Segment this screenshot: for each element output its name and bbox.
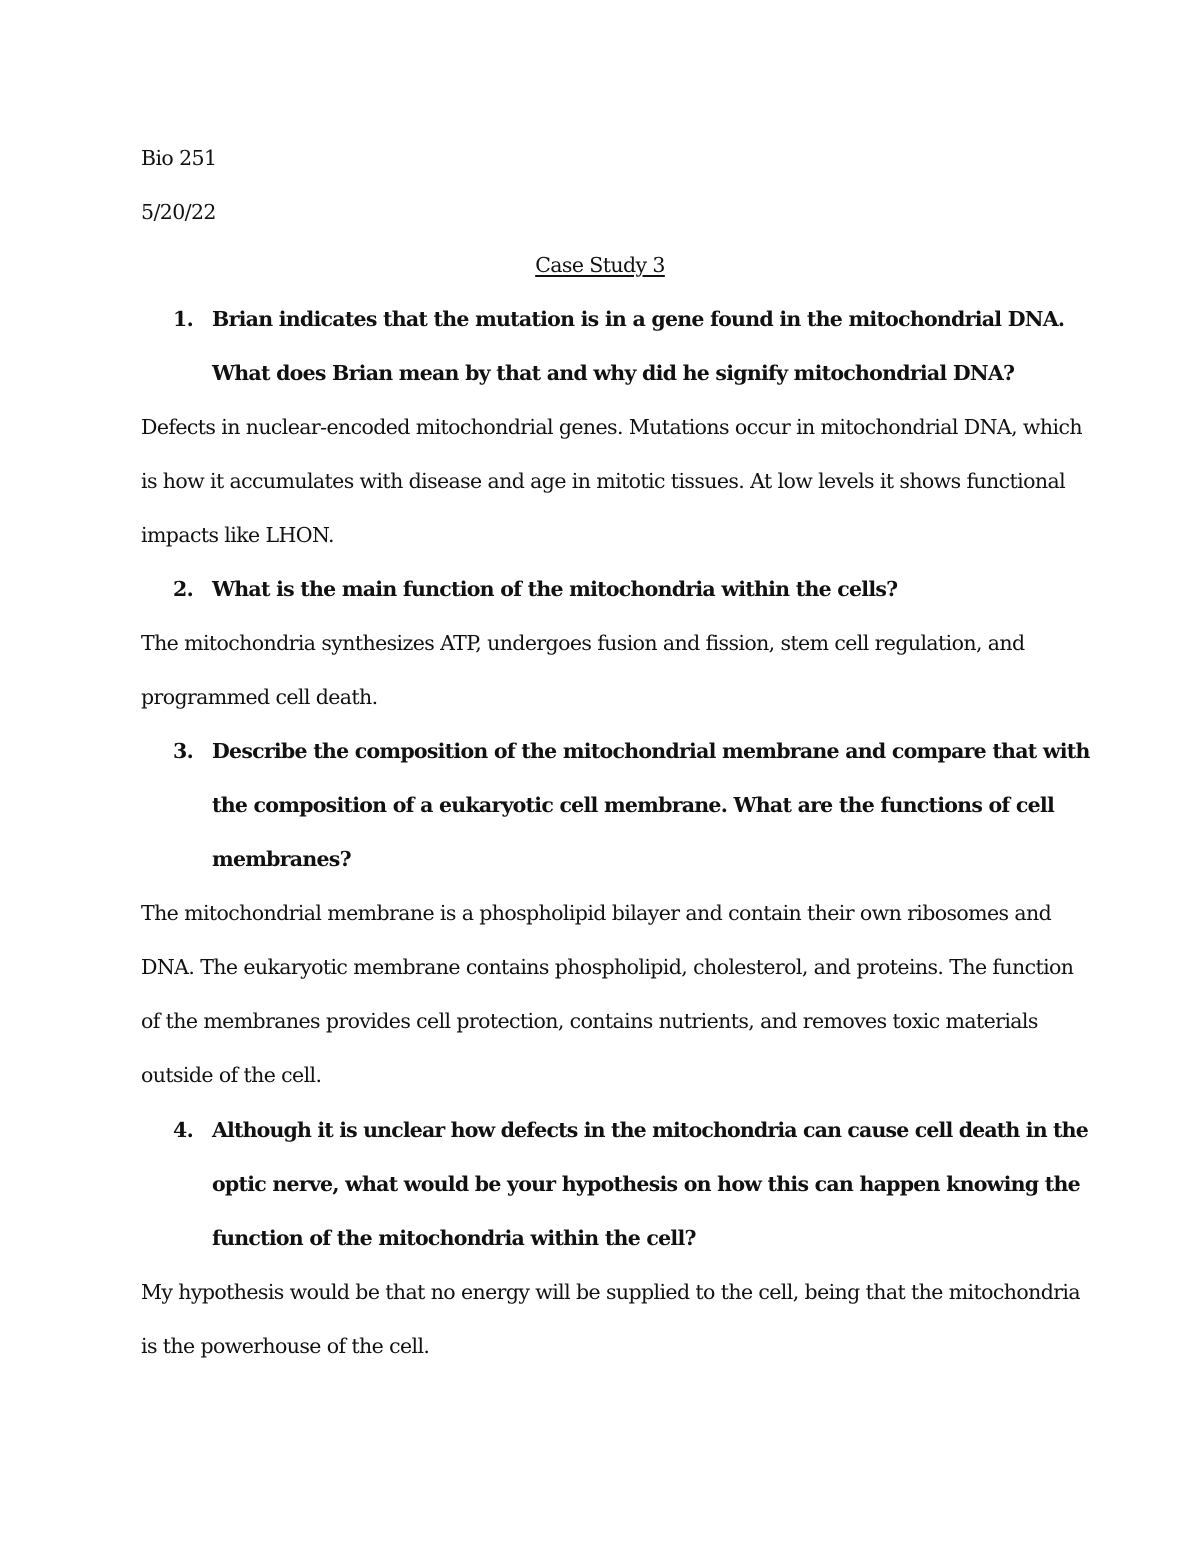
- answer-1-line-2: is how it accumulates with disease and age in mitotic tissues. At low levels it shows functional: [141, 469, 1066, 493]
- document-date: 5/20/22: [141, 200, 216, 224]
- question-1-number: 1.: [173, 307, 194, 331]
- question-2-line-1: What is the main function of the mitochondria within the cells?: [212, 577, 898, 601]
- question-1-line-2: What does Brian mean by that and why did he signify mitochondrial DNA?: [212, 361, 1015, 385]
- question-4-number: 4.: [173, 1118, 194, 1142]
- question-3-line-1: Describe the composition of the mitochondrial membrane and compare that with: [212, 739, 1090, 763]
- question-3-line-2: the composition of a eukaryotic cell membrane. What are the functions of cell: [212, 793, 1054, 817]
- answer-1-line-1: Defects in nuclear-encoded mitochondrial genes. Mutations occur in mitochondrial DNA, which: [141, 415, 1082, 439]
- answer-3-line-3: of the membranes provides cell protection, contains nutrients, and removes toxic materials: [141, 1009, 1038, 1033]
- question-4-line-3: function of the mitochondria within the cell?: [212, 1226, 696, 1250]
- question-1-line-1: Brian indicates that the mutation is in a gene found in the mitochondrial DNA.: [212, 307, 1065, 331]
- answer-4-line-2: is the powerhouse of the cell.: [141, 1334, 430, 1358]
- answer-2-line-2: programmed cell death.: [141, 685, 378, 709]
- answer-2-line-1: The mitochondria synthesizes ATP, undergoes fusion and fission, stem cell regulation, and: [141, 631, 1025, 655]
- page-title: Case Study 3: [535, 253, 665, 277]
- question-4-line-1: Although it is unclear how defects in the mitochondria can cause cell death in the: [212, 1118, 1088, 1142]
- question-4-line-2: optic nerve, what would be your hypothesis on how this can happen knowing the: [212, 1172, 1080, 1196]
- answer-1-line-3: impacts like LHON.: [141, 523, 334, 547]
- answer-3-line-1: The mitochondrial membrane is a phospholipid bilayer and contain their own ribosomes and: [141, 901, 1052, 925]
- question-2-number: 2.: [173, 577, 194, 601]
- answer-4-line-1: My hypothesis would be that no energy will be supplied to the cell, being that the mitochondria: [141, 1280, 1081, 1304]
- answer-3-line-4: outside of the cell.: [141, 1063, 322, 1087]
- course-name: Bio 251: [141, 146, 217, 170]
- question-3-number: 3.: [173, 739, 194, 763]
- question-3-line-3: membranes?: [212, 847, 351, 871]
- answer-3-line-2: DNA. The eukaryotic membrane contains phospholipid, cholesterol, and proteins. The function: [141, 955, 1074, 979]
